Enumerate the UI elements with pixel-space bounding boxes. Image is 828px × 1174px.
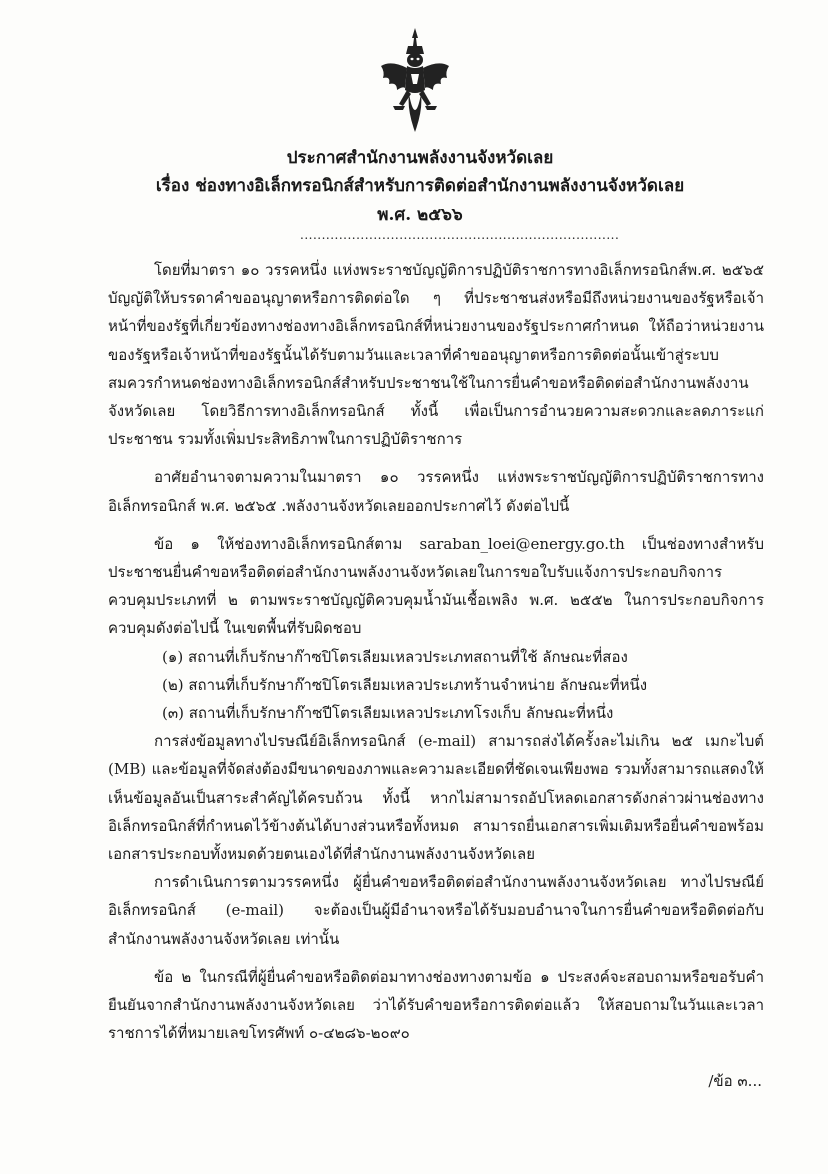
list-item: (๑) สถานที่เก็บรักษาก๊าซปิโตรเลียมเหลวประเภทสถานที่ใช้ ลักษณะที่สอง	[162, 647, 628, 666]
paragraph-authorized-person: การดำเนินการตามวรรคหนึ่ง ผู้ยื่นคำขอหรือติดต่อสำนักงานพลังงานจังหวัดเลย ทางไปรษณีย์อิเล็กทรอนิกส์ (e-mail) จะต้องเป็นผู้มีอำนาจหรือได้รับมอบอำนาจในการยื่นคำขอหรือติดต่อกับสำนักงานพลังงานจังหวัดเลย เท่านั้น	[108, 873, 764, 948]
announcement-year: พ.ศ. ๒๕๖๖	[377, 205, 463, 225]
page-continuation: /ข้อ ๓...	[708, 1072, 762, 1090]
paragraph-email-limits: การส่งข้อมูลทางไปรษณีย์อิเล็กทรอนิกส์ (e-mail) สามารถส่งได้ครั้งละไม่เกิน ๒๕ เมกะไบต์ (MB) และข้อมูลที่จัดส่งต้องมีขนาดของภาพและความละเอียดที่ชัดเจนเพียงพอ รวมทั้งสามารถแสดงให้เห็นข้อมูลอันเป็นสาระสำคัญได้ครบถ้วน ทั้งนี้ หากไม่สามารถอัปโหลดเอกสารดังกล่าวผ่านช่องทางอิเล็กทรอนิกส์ที่กำหนดไว้ข้างต้นได้บางส่วนหรือทั้งหมด สามารถยื่นเอกสารเพิ่มเติมหรือยื่นคำขอพร้อมเอกสารประกอบทั้งหมดด้วยตนเองได้ที่สำนักงานพลังงานจังหวัดเลย	[108, 732, 764, 864]
document-body	[108, 256, 764, 1047]
garuda-emblem-icon	[377, 26, 453, 138]
paragraph-preamble: โดยที่มาตรา ๑๐ วรรคหนึ่ง แห่งพระราชบัญญัติการปฏิบัติราชการทางอิเล็กทรอนิกส์พ.ศ. ๒๕๖๕ บัญญัติให้บรรดาคำขออนุญาตหรือการติดต่อใด ๆ ที่ประชาชนส่งหรือมีถึงหน่วยงานของรัฐหรือเจ้าหน้าที่ของรัฐที่เกี่ยวข้องทางช่องทางอิเล็กทรอนิกส์ที่หน่วยงานของรัฐประกาศกำหนด ให้ถือว่าหน่วยงานของรัฐหรือเจ้าหน้าที่ของรัฐนั้นได้รับตามวันและเวลาที่คำขออนุญาตหรือการติดต่อนั้นเข้าสู่ระบบสมควรกำหนดช่องทางอิเล็กทรอนิกส์สำหรับประชาชนใช้ในการยื่นคำขอหรือติดต่อสำนักงานพลังงานจังหวัดเลย โดยวิธีการทางอิเล็กทรอนิกส์ ทั้งนี้ เพื่อเป็นการอำนวยความสะดวกและลดภาระแก่ประชาชน รวมทั้งเพิ่มประสิทธิภาพในการปฏิบัติราชการ	[108, 261, 764, 449]
paragraph-authority: อาศัยอำนาจตามความในมาตรา ๑๐ วรรคหนึ่ง แห่งพระราชบัญญัติการปฏิบัติราชการทางอิเล็กทรอนิกส์ พ.ศ. ๒๕๖๕ .พลังงานจังหวัดเลยออกประกาศไว้ ดังต่อไปนี้	[108, 468, 764, 515]
paragraph-clause-2: ข้อ ๒ ในกรณีที่ผู้ยื่นคำขอหรือติดต่อมาทางช่องทางตามข้อ ๑ ประสงค์จะสอบถามหรือขอรับคำยืนยันจากสำนักงานพลังงานจังหวัดเลย ว่าได้รับคำขอหรือการติดต่อแล้ว ให้สอบถามในวันและเวลาราชการได้ที่หมายเลขโทรศัพท์ ๐-๔๒๘๖-๒๐๙๐	[108, 967, 764, 1043]
list-item: (๒) สถานที่เก็บรักษาก๊าซปิโตรเลียมเหลวประเภทร้านจำหน่าย ลักษณะที่หนึ่ง	[162, 675, 648, 694]
announcement-title: ประกาศสำนักงานพลังงานจังหวัดเลย	[286, 148, 554, 168]
separator-line: ..........................................................................	[300, 228, 620, 242]
announcement-subject: เรื่อง ช่องทางอิเล็กทรอนิกส์สำหรับการติดต่อสำนักงานพลังงานจังหวัดเลย	[155, 176, 685, 196]
paragraph-clause-1: ข้อ ๑ ให้ช่องทางอิเล็กทรอนิกส์ตาม saraban_loei@energy.go.th เป็นช่องทางสำหรับประชาชนยื่นคำขอหรือติดต่อสำนักงานพลังงานจังหวัดเลยในการขอใบรับแจ้งการประกอบกิจการควบคุมประเภทที่ ๒ ตามพระราชบัญญัติควบคุมน้ำมันเชื้อเพลิง พ.ศ. ๒๕๕๒ ในการประกอบกิจการควบคุมดังต่อไปนี้ ในเขตพื้นที่รับผิดชอบ	[108, 534, 764, 638]
list-item: (๓) สถานที่เก็บรักษาก๊าซปีโตรเลียมเหลวประเภทโรงเก็บ ลักษณะที่หนึ่ง	[162, 704, 614, 723]
